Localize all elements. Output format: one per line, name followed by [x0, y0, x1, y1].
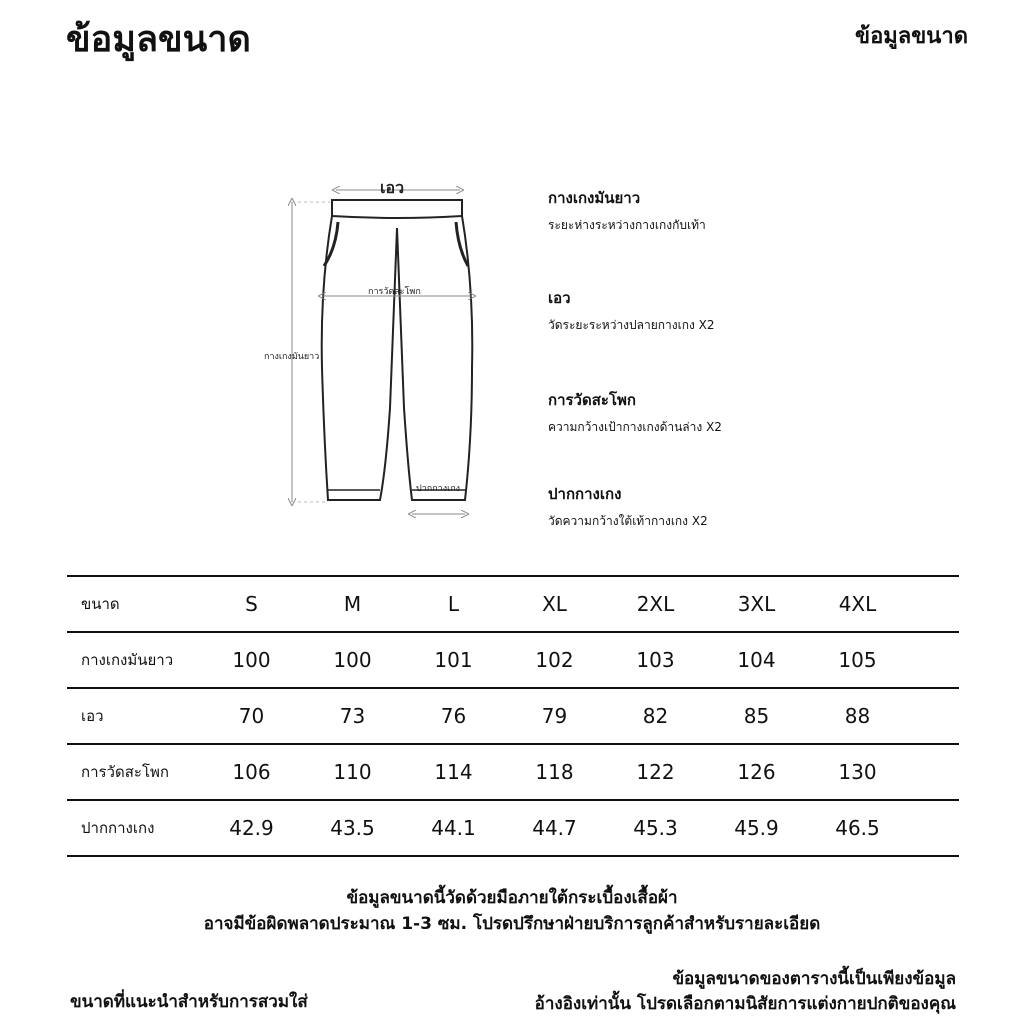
table-cell: 130 — [807, 744, 908, 800]
table-cell: 103 — [605, 632, 706, 688]
legend-heading: เอว — [548, 289, 571, 307]
table-cell: 106 — [201, 744, 302, 800]
size-header: L — [403, 576, 504, 632]
table-row — [67, 800, 959, 856]
size-header: 4XL — [807, 576, 908, 632]
disclaimer-line-1: ข้อมูลขนาดของตารางนี้เป็นเพียงข้อมูล — [672, 969, 956, 989]
table-cell: 101 — [403, 632, 504, 688]
table-cell: 73 — [302, 688, 403, 744]
table-cell: 110 — [302, 744, 403, 800]
table-cell: 42.9 — [201, 800, 302, 856]
table-cell: 118 — [504, 744, 605, 800]
row-label: กางเกงมันยาว — [67, 632, 201, 688]
row-label: การวัดสะโพก — [67, 744, 201, 800]
legend-item-hem — [548, 482, 708, 531]
size-header: S — [201, 576, 302, 632]
size-table — [67, 575, 959, 857]
table-row — [67, 688, 959, 744]
table-cell: 45.9 — [706, 800, 807, 856]
table-row — [67, 744, 959, 800]
recommended-size-note: ขนาดที่แนะนำสำหรับการสวมใส่ — [70, 992, 308, 1012]
row-label: เอว — [67, 688, 201, 744]
table-cell: 104 — [706, 632, 807, 688]
legend-desc: ระยะห่างระหว่างกางเกงกับเท้า — [548, 218, 706, 232]
table-cell: 43.5 — [302, 800, 403, 856]
legend-heading: กางเกงมันยาว — [548, 189, 641, 207]
disclaimer-line-2: อ้างอิงเท่านั้น โปรดเลือกตามนิสัยการแต่งกายปกติของคุณ — [534, 994, 956, 1014]
table-cell: 100 — [302, 632, 403, 688]
legend-desc: วัดระยะระหว่างปลายกางเกง X2 — [548, 318, 715, 332]
table-header-row — [67, 576, 959, 632]
legend-desc: ความกว้างเป้ากางเกงด้านล่าง X2 — [548, 420, 722, 434]
table-cell: 70 — [201, 688, 302, 744]
table-cell: 44.7 — [504, 800, 605, 856]
page-title: ข้อมูลขนาด — [66, 19, 251, 60]
table-cell: 105 — [807, 632, 908, 688]
legend-item-hip — [548, 388, 722, 437]
table-cell: 46.5 — [807, 800, 908, 856]
table-cell: 45.3 — [605, 800, 706, 856]
size-header: XL — [504, 576, 605, 632]
table-cell: 44.1 — [403, 800, 504, 856]
table-cell: 88 — [807, 688, 908, 744]
size-header: 3XL — [706, 576, 807, 632]
table-cell: 76 — [403, 688, 504, 744]
pants-diagram — [250, 168, 510, 528]
waist-label: เอว — [380, 178, 405, 197]
table-row — [67, 632, 959, 688]
table-cell: 122 — [605, 744, 706, 800]
legend-item-waist — [548, 286, 715, 335]
note-line-1: ข้อมูลขนาดนี้วัดด้วยมือภายใต้กระเบื้องเสื้อผ้า — [346, 888, 678, 908]
legend-heading: ปากกางเกง — [548, 485, 622, 503]
length-label: กางเกงมันยาว — [264, 352, 320, 362]
table-cell: 85 — [706, 688, 807, 744]
table-cell: 82 — [605, 688, 706, 744]
table-cell: 126 — [706, 744, 807, 800]
hem-label: ปากกางเกง — [416, 484, 461, 494]
size-header: M — [302, 576, 403, 632]
table-header-label: ขนาด — [67, 576, 201, 632]
table-cell: 100 — [201, 632, 302, 688]
hip-label: การวัดสะโพก — [368, 287, 421, 297]
legend-item-length — [548, 186, 706, 235]
table-cell: 102 — [504, 632, 605, 688]
table-cell: 79 — [504, 688, 605, 744]
row-label: ปากกางเกง — [67, 800, 201, 856]
legend-heading: การวัดสะโพก — [548, 391, 636, 409]
header-title-right: ข้อมูลขนาด — [855, 24, 968, 49]
legend-desc: วัดความกว้างใต้เท้ากางเกง X2 — [548, 514, 708, 528]
note-line-2: อาจมีข้อผิดพลาดประมาณ 1-3 ซม. โปรดปรึกษาฝ่ายบริการลูกค้าสำหรับรายละเอียด — [203, 914, 821, 934]
pants-outline-icon — [250, 168, 510, 528]
size-header: 2XL — [605, 576, 706, 632]
table-cell: 114 — [403, 744, 504, 800]
